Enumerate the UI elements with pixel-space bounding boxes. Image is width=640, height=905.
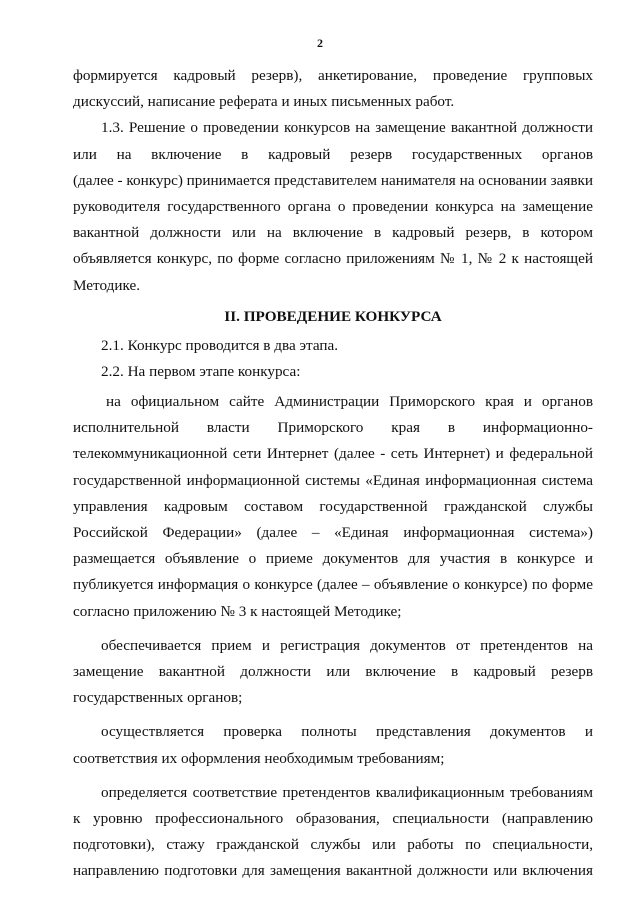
document-body: [73, 63, 593, 884]
text-line: размещается объявление о приеме документов для участия в конкурсе и: [73, 550, 593, 568]
text-line: Российской Федерации» (далее – «Единая информационная система»): [73, 524, 593, 541]
text-line: 2.2. На первом этапе конкурса:: [101, 362, 301, 380]
text-line: вакантной должности или на включение в кадровый резерв, в котором: [73, 224, 593, 242]
paragraph-reception: [73, 633, 593, 712]
text-line: на официальном сайте Администрации Приморского края и органов: [106, 393, 593, 411]
text-line: руководителя государственного органа о проведении конкурса на замещение: [73, 197, 593, 215]
text-line: государственных органов;: [73, 689, 243, 707]
text-line: управления кадровым составом государственной гражданской службы: [73, 497, 593, 515]
paragraph-check: [73, 719, 593, 771]
text-line: определяется соответствие претендентов квалификационным требованиям: [101, 783, 593, 801]
text-line: Методике.: [73, 276, 141, 294]
paragraph-1-3: [73, 115, 593, 298]
paragraph-2-2: [73, 359, 593, 385]
text-line: согласно приложению № 3 к настоящей Методике;: [73, 602, 402, 620]
text-line: телекоммуникационной сети Интернет (далее - сеть Интернет) и федеральной: [73, 445, 593, 463]
section-heading: II. ПРОВЕДЕНИЕ КОНКУРСА: [224, 307, 442, 325]
text-line: 1.3. Решение о проведении конкурсов на замещение вакантной должности: [101, 119, 593, 137]
text-line: к уровню профессионального образования, специальности (направлению: [73, 809, 593, 827]
text-line: объявляется конкурс, по форме согласно приложениям № 1, № 2 к настоящей: [73, 250, 593, 268]
text-line: формируется кадровый резерв), анкетирование, проведение групповых: [73, 67, 593, 84]
text-line: обеспечивается прием и регистрация документов от претендентов на: [101, 636, 593, 654]
text-line: соответствия их оформления необходимым требованиям;: [73, 749, 445, 767]
text-line: дискуссий, написание реферата и иных письменных работ.: [73, 93, 455, 111]
text-line: подготовки), стажу гражданской службы или работы по специальности,: [73, 836, 593, 854]
text-line: публикуется информация о конкурсе (далее – объявление о конкурсе) по форме: [73, 576, 593, 594]
text-line: исполнительной власти Приморского края в информационно-: [73, 419, 593, 437]
page-number: 2: [317, 36, 323, 50]
paragraph-qualify: [73, 780, 593, 885]
text-line: осуществляется проверка полноты представления документов и: [101, 723, 593, 741]
text-line: (далее - конкурс) принимается представителем нанимателя на основании заявки: [73, 171, 593, 189]
text-line: государственной информационной системы «Единая информационная система: [73, 471, 593, 489]
paragraph-2-1: [73, 333, 593, 359]
text-line: 2.1. Конкурс проводится в два этапа.: [101, 336, 339, 354]
paragraph-intro: [73, 63, 593, 115]
paragraph-site: [73, 389, 593, 625]
text-line: направлению подготовки для замещения вакантной должности или включения: [73, 862, 593, 880]
text-line: или на включение в кадровый резерв государственных органов: [73, 145, 593, 163]
text-line: замещение вакантной должности или включение в кадровый резерв: [73, 662, 593, 680]
